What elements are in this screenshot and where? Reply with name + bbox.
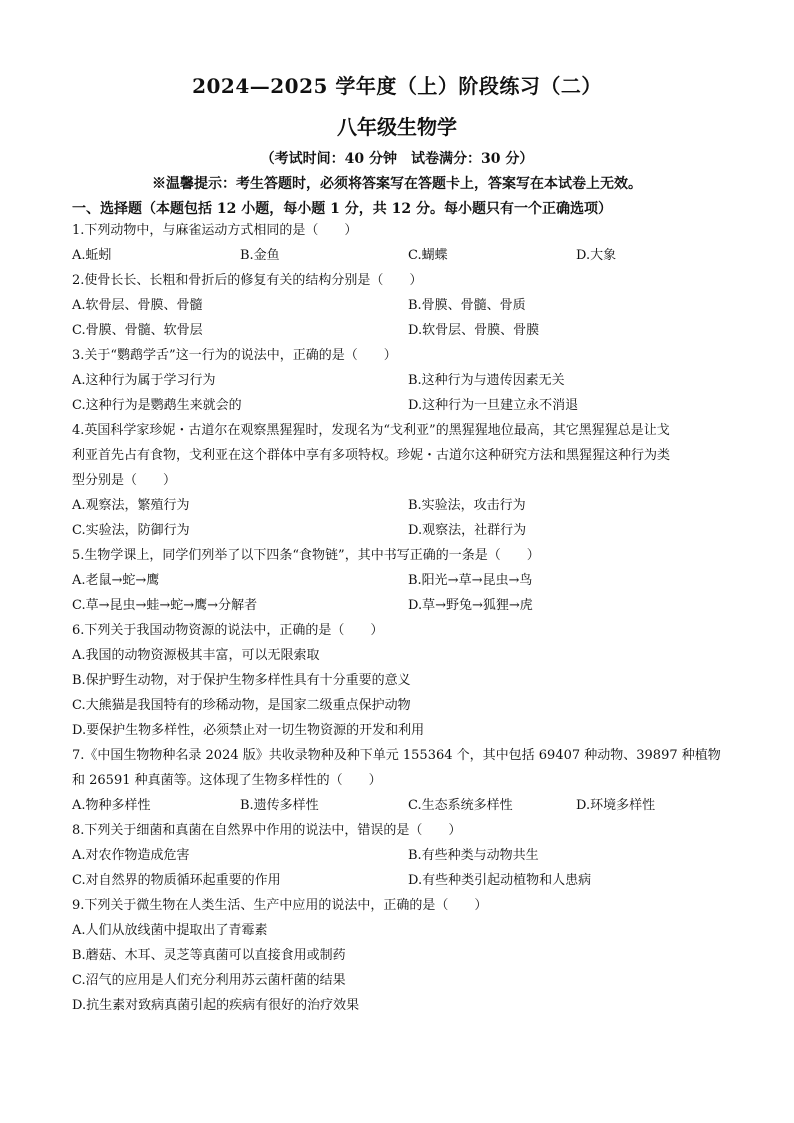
exam-info: （考试时间：40 分钟 试卷满分：30 分） bbox=[260, 151, 534, 167]
question-3-option-b: B.这种行为与遗传因素无关 bbox=[408, 373, 565, 388]
question-8-option-a: A.对农作物造成危害 bbox=[72, 848, 190, 863]
exam-title: 2024—2025 学年度（上）阶段练习（二） bbox=[192, 74, 602, 98]
question-5-options-row2 bbox=[72, 593, 728, 618]
question-6-option-c: C.大熊猫是我国特有的珍稀动物，是国家二级重点保护动物 bbox=[72, 698, 411, 713]
question-1-option-d: D.大象 bbox=[576, 248, 617, 263]
question-2-stem: 2.使骨长长、长粗和骨折后的修复有关的结构分别是（ ） bbox=[72, 273, 423, 288]
question-7-option-a: A.物种多样性 bbox=[72, 798, 151, 813]
question-9-option-d: D.抗生素对致病真菌引起的疾病有很好的治疗效果 bbox=[72, 998, 360, 1013]
question-4-option-d: D.观察法，社群行为 bbox=[408, 523, 527, 538]
question-4-stem-line3: 型分别是（ ） bbox=[72, 473, 177, 488]
question-4-stem-line1: 4.英国科学家珍妮・古道尔在观察黑猩猩时，发现名为“戈利亚”的黑猩猩地位最高，其它黑猩猩总是让戈 bbox=[72, 423, 670, 438]
question-8-stem: 8.下列关于细菌和真菌在自然界中作用的说法中，错误的是（ ） bbox=[72, 823, 462, 838]
question-7-stem-line2: 和 26591 种真菌等。这体现了生物多样性的（ ） bbox=[72, 773, 382, 788]
question-4-options-row1 bbox=[72, 493, 728, 518]
question-7-stem-line1: 7.《中国生物物种名录 2024 版》共收录物种及种下单元 155364 个，其中包括 69407 种动物、39897 种植物 bbox=[72, 748, 721, 763]
question-3-options-row2 bbox=[72, 393, 728, 418]
question-3-stem: 3.关于“鹦鹉学舌”这一行为的说法中，正确的是（ ） bbox=[72, 348, 397, 363]
question-5-option-c: C.草→昆虫→蛙→蛇→鹰→分解者 bbox=[72, 598, 258, 613]
question-7-options bbox=[72, 793, 728, 818]
question-2-options-row1 bbox=[72, 293, 728, 318]
question-7-option-d: D.环境多样性 bbox=[576, 798, 656, 813]
question-5-stem: 5.生物学课上，同学们列举了以下四条“食物链”，其中书写正确的一条是（ ） bbox=[72, 548, 540, 563]
question-2-option-a: A.软骨层、骨膜、骨髓 bbox=[72, 298, 203, 313]
question-8-option-c: C.对自然界的物质循环起重要的作用 bbox=[72, 873, 281, 888]
question-7-option-c: C.生态系统多样性 bbox=[408, 798, 513, 813]
question-5-option-d: D.草→野兔→狐狸→虎 bbox=[408, 598, 533, 613]
question-6-option-b: B.保护野生动物，对于保护生物多样性具有十分重要的意义 bbox=[72, 673, 411, 688]
question-3-option-a: A.这种行为属于学习行为 bbox=[72, 373, 216, 388]
question-2-options-row2 bbox=[72, 318, 728, 343]
question-6-stem: 6.下列关于我国动物资源的说法中，正确的是（ ） bbox=[72, 623, 384, 638]
question-6-option-d: D.要保护生物多样性，必须禁止对一切生物资源的开发和利用 bbox=[72, 723, 425, 738]
question-8-option-b: B.有些种类与动物共生 bbox=[408, 848, 539, 863]
question-4-option-c: C.实验法，防御行为 bbox=[72, 523, 190, 538]
question-3-option-c: C.这种行为是鹦鹉生来就会的 bbox=[72, 398, 242, 413]
question-6-option-a: A.我国的动物资源极其丰富，可以无限索取 bbox=[72, 648, 320, 663]
question-5-options-row1 bbox=[72, 568, 728, 593]
exam-subject: 八年级生物学 bbox=[337, 115, 457, 139]
question-4-options-row2 bbox=[72, 518, 728, 543]
question-1-option-c: C.蝴蝶 bbox=[408, 248, 448, 263]
question-1-option-b: B.金鱼 bbox=[240, 248, 280, 263]
question-4-option-a: A.观察法，繁殖行为 bbox=[72, 498, 190, 513]
question-9-stem: 9.下列关于微生物在人类生活、生产中应用的说法中，正确的是（ ） bbox=[72, 898, 488, 913]
question-8-options-row1 bbox=[72, 843, 728, 868]
question-9-option-c: C.沼气的应用是人们充分利用苏云菌杆菌的结果 bbox=[72, 973, 346, 988]
question-1-stem: 1.下列动物中，与麻雀运动方式相同的是（ ） bbox=[72, 223, 358, 238]
question-7-option-b: B.遗传多样性 bbox=[240, 798, 319, 813]
question-1-options bbox=[72, 243, 728, 268]
question-8-option-d: D.有些种类引起动植物和人患病 bbox=[408, 873, 592, 888]
question-4-option-b: B.实验法，攻击行为 bbox=[408, 498, 526, 513]
exam-notice: ※温馨提示：考生答题时，必须将答案写在答题卡上，答案写在本试卷上无效。 bbox=[152, 176, 642, 192]
question-3-option-d: D.这种行为一旦建立永不消退 bbox=[408, 398, 579, 413]
question-1-option-a: A.蚯蚓 bbox=[72, 248, 112, 263]
section-heading: 一、选择题（本题包括 12 小题，每小题 1 分，共 12 分。每小题只有一个正确选项） bbox=[72, 201, 612, 217]
question-3-options-row1 bbox=[72, 368, 728, 393]
question-4-stem-line2: 利亚首先占有食物，戈利亚在这个群体中享有多项特权。珍妮・古道尔这种研究方法和黑猩猩这种行为类 bbox=[72, 448, 671, 463]
question-2-option-c: C.骨膜、骨髓、软骨层 bbox=[72, 323, 203, 338]
question-8-options-row2 bbox=[72, 868, 728, 893]
question-5-option-a: A.老鼠→蛇→鹰 bbox=[72, 573, 160, 588]
question-2-option-d: D.软骨层、骨膜、骨膜 bbox=[408, 323, 540, 338]
question-2-option-b: B.骨膜、骨髓、骨质 bbox=[408, 298, 526, 313]
question-5-option-b: B.阳光→草→昆虫→鸟 bbox=[408, 573, 533, 588]
question-9-option-b: B.蘑菇、木耳、灵芝等真菌可以直接食用或制药 bbox=[72, 948, 346, 963]
question-9-option-a: A.人们从放线菌中提取出了青霉素 bbox=[72, 923, 268, 938]
